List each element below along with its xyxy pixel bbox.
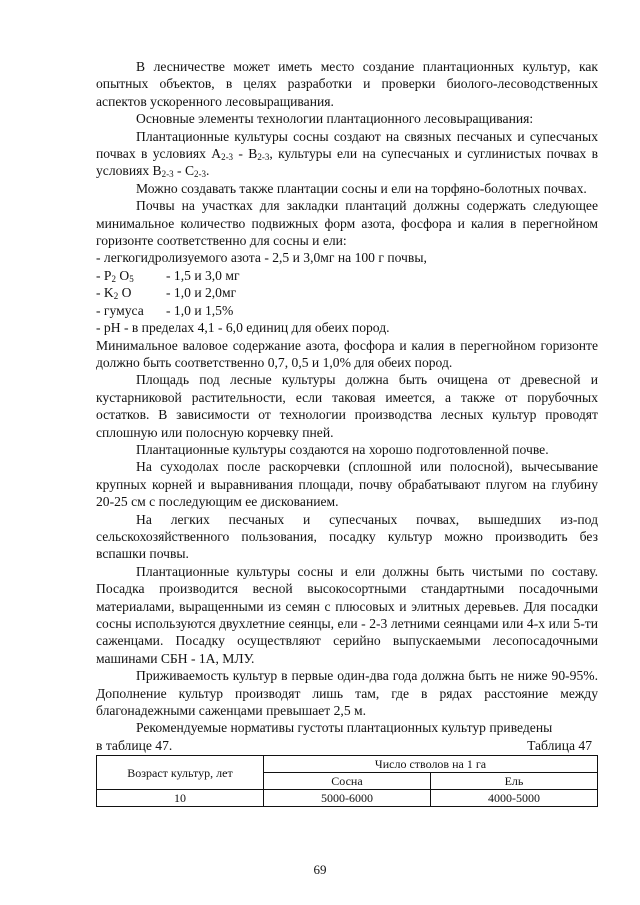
cell-pine: 5000-6000 bbox=[264, 790, 431, 807]
list-item-potassium bbox=[96, 284, 598, 301]
paragraph-2: Основные элементы технологии плантационного лесовыращивания: bbox=[136, 111, 534, 127]
list-item-phosphorus bbox=[96, 267, 598, 284]
list-item-phosphorus-value: - 1,5 и 3,0 мг bbox=[166, 267, 240, 283]
paragraph-9: На суходолах после раскорчевки (сплошной или полосной), вычесывание крупных корней и выравнивания площади, почву обрабатывают плугом на глубину 20-25 см с последующим ее дискованием. bbox=[96, 459, 598, 510]
paragraph-3-sub-b: 2-3 bbox=[257, 152, 270, 163]
paragraph-3-text-a: Плантационные культуры сосны создают на связных песчаных и супесчаных почвах в условиях А bbox=[96, 128, 598, 162]
cell-age: 10 bbox=[97, 790, 264, 807]
list-item-potassium-value: - 1,0 и 2,0мг bbox=[166, 285, 237, 301]
paragraph-3 bbox=[96, 128, 598, 180]
list-item-humus bbox=[96, 302, 598, 319]
list-item-nitrogen: - легкогидролизуемого азота - 2,5 и 3,0мг на 100 г почвы, bbox=[96, 250, 427, 266]
list-item-humus-key: - гумуса bbox=[96, 302, 144, 318]
paragraph-11: Плантационные культуры сосны и ели должны быть чистыми по составу. Посадка производится весной высокосортными стандартными посадочными материалами, выращенными из семян с плюсовых и элитных деревьев. Для посадки сосны используются двухлетние сеянцы, ели - 2-3 летними сеянцами или 4-х или 5-ти саженцами. Посадку осуществляют серийно выпускаемыми лесопосадочными машинами СБН - 1А, МЛУ. bbox=[96, 563, 598, 666]
table-caption-row bbox=[96, 737, 598, 754]
table-caption: Таблица 47 bbox=[527, 737, 592, 753]
document-page bbox=[96, 58, 598, 807]
paragraph-13: Рекомендуемые нормативы густоты плантационных культур приведены bbox=[136, 720, 553, 736]
table-row bbox=[97, 790, 598, 807]
paragraph-3-sub-d: 2-3 bbox=[194, 169, 207, 180]
cell-spruce: 4000-5000 bbox=[431, 790, 598, 807]
table-header-row-1 bbox=[97, 756, 598, 773]
list-item-ph: - pH - в пределах 4,1 - 6,0 единиц для обеих пород. bbox=[96, 320, 390, 336]
header-pine: Сосна bbox=[264, 773, 431, 790]
p2o5-part-b: O bbox=[116, 267, 130, 283]
paragraph-5: Почвы на участках для закладки плантаций должны содержать следующее минимальное количество подвижных форм азота, фосфора и калия в перегнойном горизонте соответственно для сосны и ели: bbox=[96, 198, 598, 249]
paragraph-3-sub-c: 2-3 bbox=[161, 169, 174, 180]
paragraph-3-text-b: - В bbox=[233, 146, 258, 162]
paragraph-1: В лесничестве может иметь место создание плантационных культур, как опытных объектов, в целях разработки и проверки биолого-лесоводственных аспектов ускоренного лесовыращивания. bbox=[96, 59, 598, 109]
paragraph-13-end: в таблице 47. bbox=[96, 737, 173, 753]
paragraph-7: Площадь под лесные культуры должна быть очищена от древесной и кустарниковой растительности, если таковая имеется, а также от порубочных остатков. В зависимости от технологии производства лесных культур проводят сплошную или полосную корчевку пней. bbox=[96, 372, 598, 440]
header-age: Возраст культур, лет bbox=[97, 756, 264, 790]
p2o5-sub-b: 5 bbox=[129, 273, 134, 284]
paragraph-6: Минимальное валовое содержание азота, фосфора и калия в перегнойном горизонте должно быть соответственно 0,7, 0,5 и 1,0% для обеих пород. bbox=[96, 337, 598, 370]
table-47 bbox=[96, 755, 598, 807]
paragraph-3-text-d: - С bbox=[173, 163, 195, 179]
paragraph-3-text-e: . bbox=[206, 163, 210, 179]
k2o-sub-a: 2 bbox=[113, 291, 119, 302]
header-trunks-per-ha: Число стволов на 1 га bbox=[264, 756, 598, 773]
paragraph-12: Приживаемость культур в первые один-два года должна быть не ниже 90-95%. Дополнение культур производят лишь там, где в рядах расстояние между благонадежными саженцами превышает 2,5 м. bbox=[96, 668, 598, 719]
paragraph-3-text-c: , культуры ели на супесчаных и суглинистых почвах в условиях В bbox=[96, 146, 598, 179]
header-spruce: Ель bbox=[431, 773, 598, 790]
paragraph-3-sub-a: 2-3 bbox=[221, 152, 234, 163]
p2o5-part-a: - P bbox=[96, 267, 112, 283]
list-item-potassium-key bbox=[96, 284, 166, 301]
page-number: 69 bbox=[313, 862, 327, 877]
paragraph-8: Плантационные культуры создаются на хорошо подготовленной почве. bbox=[136, 441, 549, 457]
p2o5-sub-a: 2 bbox=[111, 273, 116, 284]
paragraph-10: На легких песчаных и супесчаных почвах, вышедших из-под сельскохозяйственного пользования, посадку культур можно производить без вспашки почвы. bbox=[96, 511, 598, 562]
paragraph-4: Можно создавать также плантации сосны и ели на торфяно-болотных почвах. bbox=[136, 180, 587, 196]
list-item-phosphorus-key bbox=[96, 267, 166, 284]
k2o-part-a: - K bbox=[96, 285, 114, 301]
k2o-part-b: O bbox=[118, 285, 132, 301]
list-item-humus-value: - 1,0 и 1,5% bbox=[166, 302, 234, 318]
